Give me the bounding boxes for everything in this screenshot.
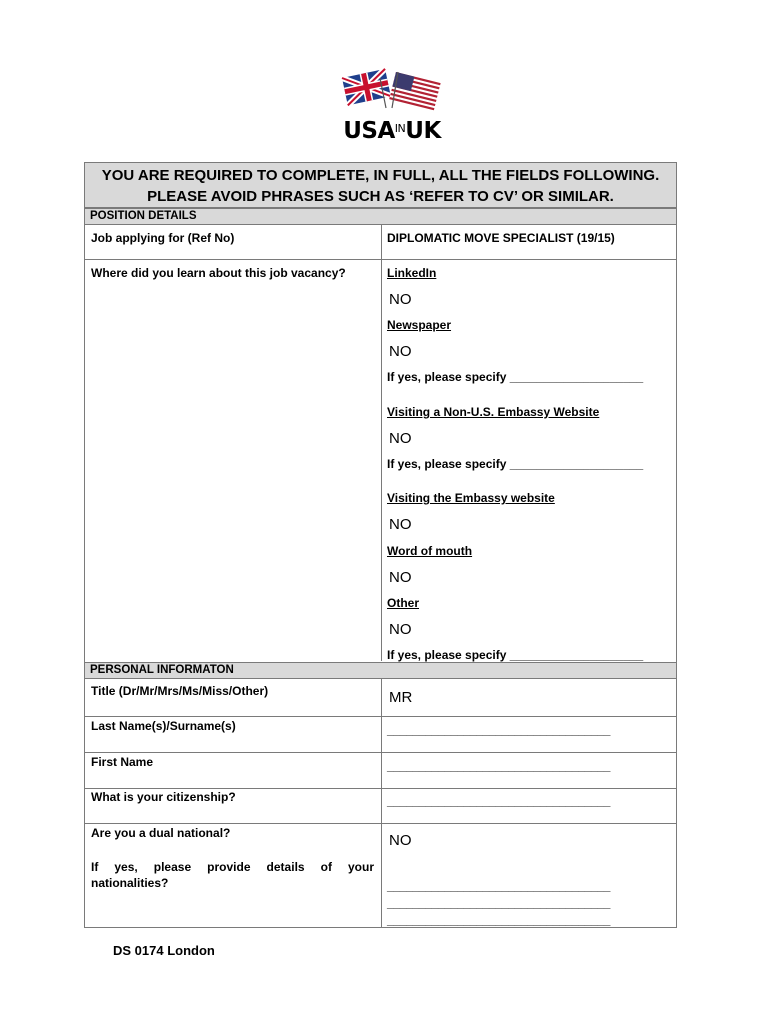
section-position-details: POSITION DETAILS xyxy=(85,208,676,225)
section-personal-information: PERSONAL INFORMATON xyxy=(85,662,676,679)
row-divider xyxy=(85,752,676,753)
source-embassy-website-label: Visiting the Embassy website xyxy=(387,491,555,505)
dual-details-line-2[interactable]: ___________________________________ xyxy=(387,896,611,910)
source-embassy-website-answer[interactable]: NO xyxy=(389,516,412,533)
logo-text-usa: USA xyxy=(343,118,395,144)
logo-text-in: IN xyxy=(394,122,406,135)
row-divider xyxy=(85,716,676,717)
banner-line-1: YOU ARE REQUIRED TO COMPLETE, IN FULL, ALL THE FIELDS FOLLOWING. xyxy=(101,167,660,184)
row-divider xyxy=(85,259,676,260)
logo-text-uk: UK xyxy=(405,118,441,144)
citizenship-line-2[interactable]: ___________________________________ xyxy=(387,811,611,825)
title-label: Title (Dr/Mr/Mrs/Ms/Miss/Other) xyxy=(91,684,269,698)
row-divider xyxy=(85,823,676,824)
source-other-label: Other xyxy=(387,596,420,610)
source-other-answer[interactable]: NO xyxy=(389,621,412,638)
source-non-us-embassy-label: Visiting a Non-U.S. Embassy Website xyxy=(387,405,600,419)
application-form xyxy=(84,162,677,928)
dual-details-line-1[interactable]: ___________________________________ xyxy=(387,879,611,893)
source-word-of-mouth-answer[interactable]: NO xyxy=(389,569,412,586)
dual-national-label: Are you a dual national? xyxy=(91,826,231,840)
dual-national-value[interactable]: NO xyxy=(389,832,412,849)
citizenship-line-1[interactable]: ___________________________________ xyxy=(387,794,611,808)
citizenship-label: What is your citizenship? xyxy=(91,790,236,804)
column-divider xyxy=(381,225,382,661)
lastname-line-1[interactable]: ___________________________________ xyxy=(387,723,611,737)
source-word-of-mouth-label: Word of mouth xyxy=(387,544,473,558)
dual-details-label: If yes, please provide details of your nationalities? xyxy=(91,860,374,890)
logo-wordmark xyxy=(336,118,448,144)
instructions-banner xyxy=(85,163,676,208)
dual-details-line-3[interactable]: ___________________________________ xyxy=(387,913,611,927)
firstname-line-2[interactable]: ___________________________________ xyxy=(387,776,611,790)
source-newspaper-specify[interactable]: If yes, please specify ____________________ xyxy=(387,370,644,384)
firstname-label: First Name xyxy=(91,755,154,769)
source-non-us-embassy-answer[interactable]: NO xyxy=(389,430,412,447)
source-linkedin-answer[interactable]: NO xyxy=(389,291,412,308)
source-non-us-embassy-specify[interactable]: If yes, please specify ____________________ xyxy=(387,457,644,471)
title-value[interactable]: MR xyxy=(389,689,413,706)
job-label: Job applying for (Ref No) xyxy=(91,231,235,245)
uk-flag-icon xyxy=(342,69,391,106)
job-value[interactable]: DIPLOMATIC MOVE SPECIALIST (19/15) xyxy=(387,231,615,245)
source-newspaper-label: Newspaper xyxy=(387,318,452,332)
source-other-specify[interactable]: If yes, please specify ____________________ xyxy=(387,648,644,662)
vacancy-label: Where did you learn about this job vacancy? xyxy=(91,266,346,280)
source-linkedin-label: LinkedIn xyxy=(387,266,437,280)
firstname-line-1[interactable]: ___________________________________ xyxy=(387,759,611,773)
lastname-line-2[interactable]: ___________________________________ xyxy=(387,740,611,754)
banner-line-2: PLEASE AVOID PHRASES SUCH AS ‘REFER TO CV’ OR SIMILAR. xyxy=(147,188,614,205)
source-newspaper-answer[interactable]: NO xyxy=(389,343,412,360)
lastname-label: Last Name(s)/Surname(s) xyxy=(91,719,236,733)
form-code-footer: DS 0174 London xyxy=(113,943,215,958)
